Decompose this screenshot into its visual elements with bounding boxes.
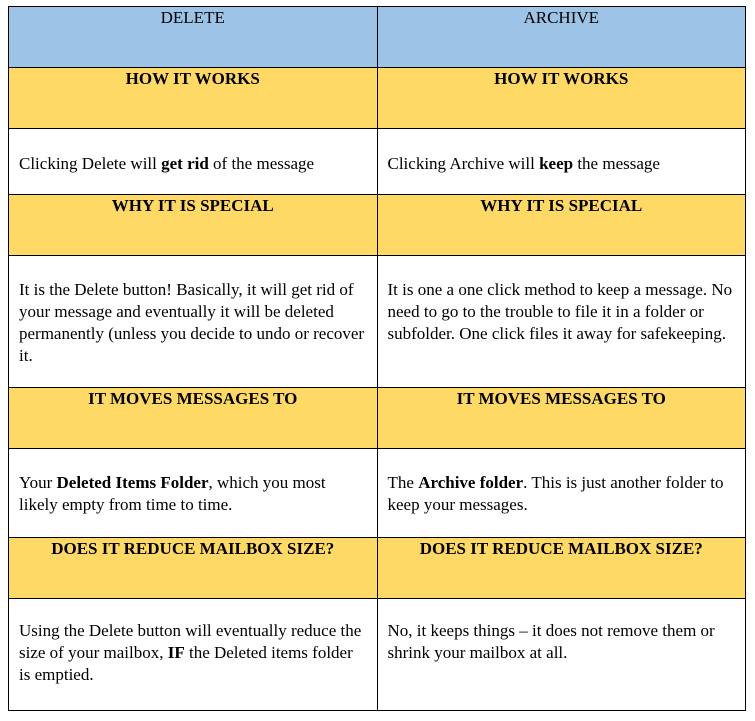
how-it-works-archive: Clicking Archive will keep the message	[377, 129, 746, 195]
section-title-row	[9, 68, 746, 129]
why-special-archive: It is one a one click method to keep a message. No need to go to the trouble to file it in a folder or subfolder. One click files it away for safekeeping.	[377, 256, 746, 388]
section-title-row	[9, 388, 746, 449]
how-it-works-delete: Clicking Delete will get rid of the message	[9, 129, 378, 195]
header-delete: DELETE	[9, 7, 378, 68]
section-body-row	[9, 599, 746, 711]
section-title-delete: WHY IT IS SPECIAL	[9, 195, 378, 256]
section-title-archive: HOW IT WORKS	[377, 68, 746, 129]
comparison-table	[8, 6, 746, 711]
section-title-archive: DOES IT REDUCE MAILBOX SIZE?	[377, 538, 746, 599]
header-archive: ARCHIVE	[377, 7, 746, 68]
section-title-delete: HOW IT WORKS	[9, 68, 378, 129]
section-body-row	[9, 449, 746, 538]
section-body-row	[9, 129, 746, 195]
section-title-row	[9, 538, 746, 599]
why-special-delete: It is the Delete button! Basically, it will get rid of your message and eventually it will be deleted permanently (unless you decide to undo or recover it.	[9, 256, 378, 388]
section-title-delete: DOES IT REDUCE MAILBOX SIZE?	[9, 538, 378, 599]
section-body-row	[9, 256, 746, 388]
section-title-delete: IT MOVES MESSAGES TO	[9, 388, 378, 449]
reduce-size-delete: Using the Delete button will eventually reduce the size of your mailbox, IF the Deleted items folder is emptied.	[9, 599, 378, 711]
reduce-size-archive: No, it keeps things – it does not remove them or shrink your mailbox at all.	[377, 599, 746, 711]
section-title-archive: IT MOVES MESSAGES TO	[377, 388, 746, 449]
section-title-row	[9, 195, 746, 256]
header-row	[9, 7, 746, 68]
section-title-archive: WHY IT IS SPECIAL	[377, 195, 746, 256]
moves-to-archive: The Archive folder. This is just another folder to keep your messages.	[377, 449, 746, 538]
moves-to-delete: Your Deleted Items Folder, which you most likely empty from time to time.	[9, 449, 378, 538]
